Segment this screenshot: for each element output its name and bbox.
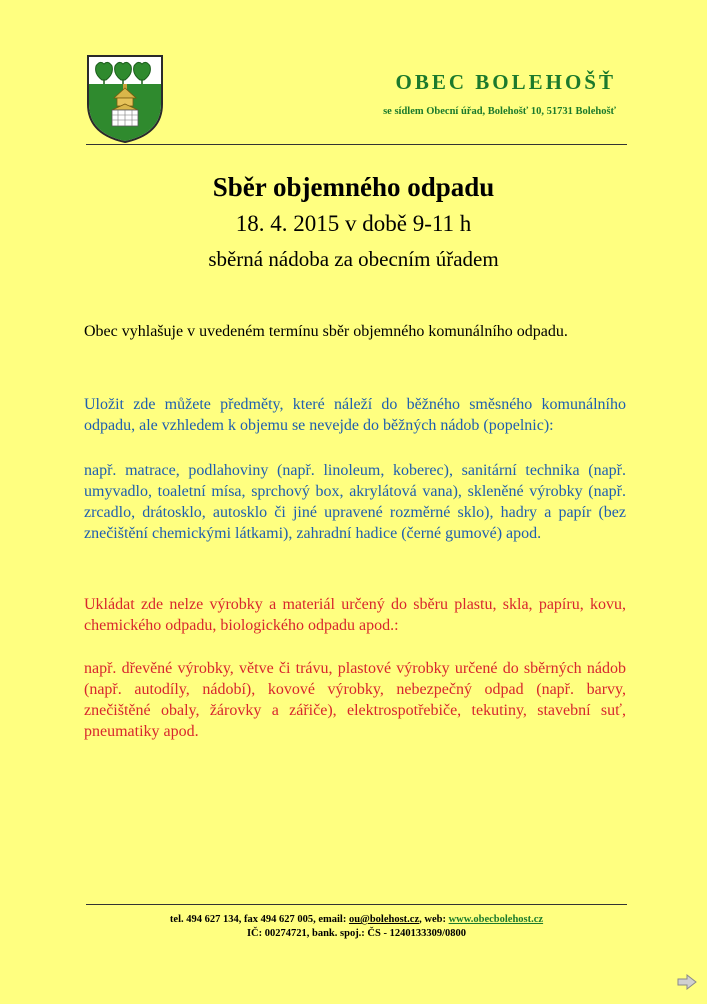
footer-contact xyxy=(86,913,627,927)
website-link[interactable]: www.obecbolehost.cz xyxy=(448,914,544,925)
coat-of-arms-icon xyxy=(86,54,164,144)
email-link[interactable]: ou@bolehost.cz xyxy=(348,914,420,925)
intro-paragraph: Obec vyhlašuje v uvedeném termínu sběr objemného komunálního odpadu. xyxy=(84,323,568,340)
footer-bank-info: IČ: 00274721, bank. spoj.: ČS - 1240133309/0800 xyxy=(246,928,467,939)
forbidden-items-examples: např. dřevěné výrobky, větve či trávu, plastové výrobky určené do sběrných nádob (např. autodíly, nádobí), kovové výrobky, nebezpečný odpad (např. barvy, znečištěné obaly, žárovky a zářiče), elektrospotřebiče, tekutiny, stavební suť, pneumatiky apod. xyxy=(84,660,626,740)
header-divider xyxy=(86,144,627,145)
notice-place: sběrná nádoba za obecním úřadem xyxy=(208,247,499,271)
organization-name: OBEC BOLEHOŠŤ xyxy=(395,70,616,94)
forbidden-items-paragraph: Ukládat zde nelze výrobky a materiál určený do sběru plastu, skla, papíru, kovu, chemického odpadu, biologického odpadu apod.: xyxy=(84,596,626,634)
footer-web-label: , web: xyxy=(419,914,449,925)
right-arrow-icon[interactable] xyxy=(677,974,697,990)
footer-phone: tel. 494 627 134, fax 494 627 005, email: xyxy=(169,914,349,925)
allowed-items-paragraph: Uložit zde můžete předměty, které náleží do běžného směsného komunálního odpadu, ale vzhledem k objemu se nevejde do běžných nádob (popelnic): xyxy=(84,396,626,434)
organization-address: se sídlem Obecní úřad, Bolehošť 10, 51731 Bolehošť xyxy=(383,106,616,117)
footer-divider xyxy=(86,904,627,905)
notice-date-time: 18. 4. 2015 v době 9-11 h xyxy=(235,211,472,236)
notice-title: Sběr objemného odpadu xyxy=(212,172,495,202)
allowed-items-examples: např. matrace, podlahoviny (např. linoleum, koberec), sanitární technika (např. umyvadlo, toaletní mísa, sprchový box, akrylátová vana), skleněné výrobky (např. zrcadlo, drátosklo, autosklo či jiné upravené rozměrné sklo), hadry a papír (bez znečištění chemickými látkami), zahradní hadice (černé gumové) apod. xyxy=(84,462,626,542)
